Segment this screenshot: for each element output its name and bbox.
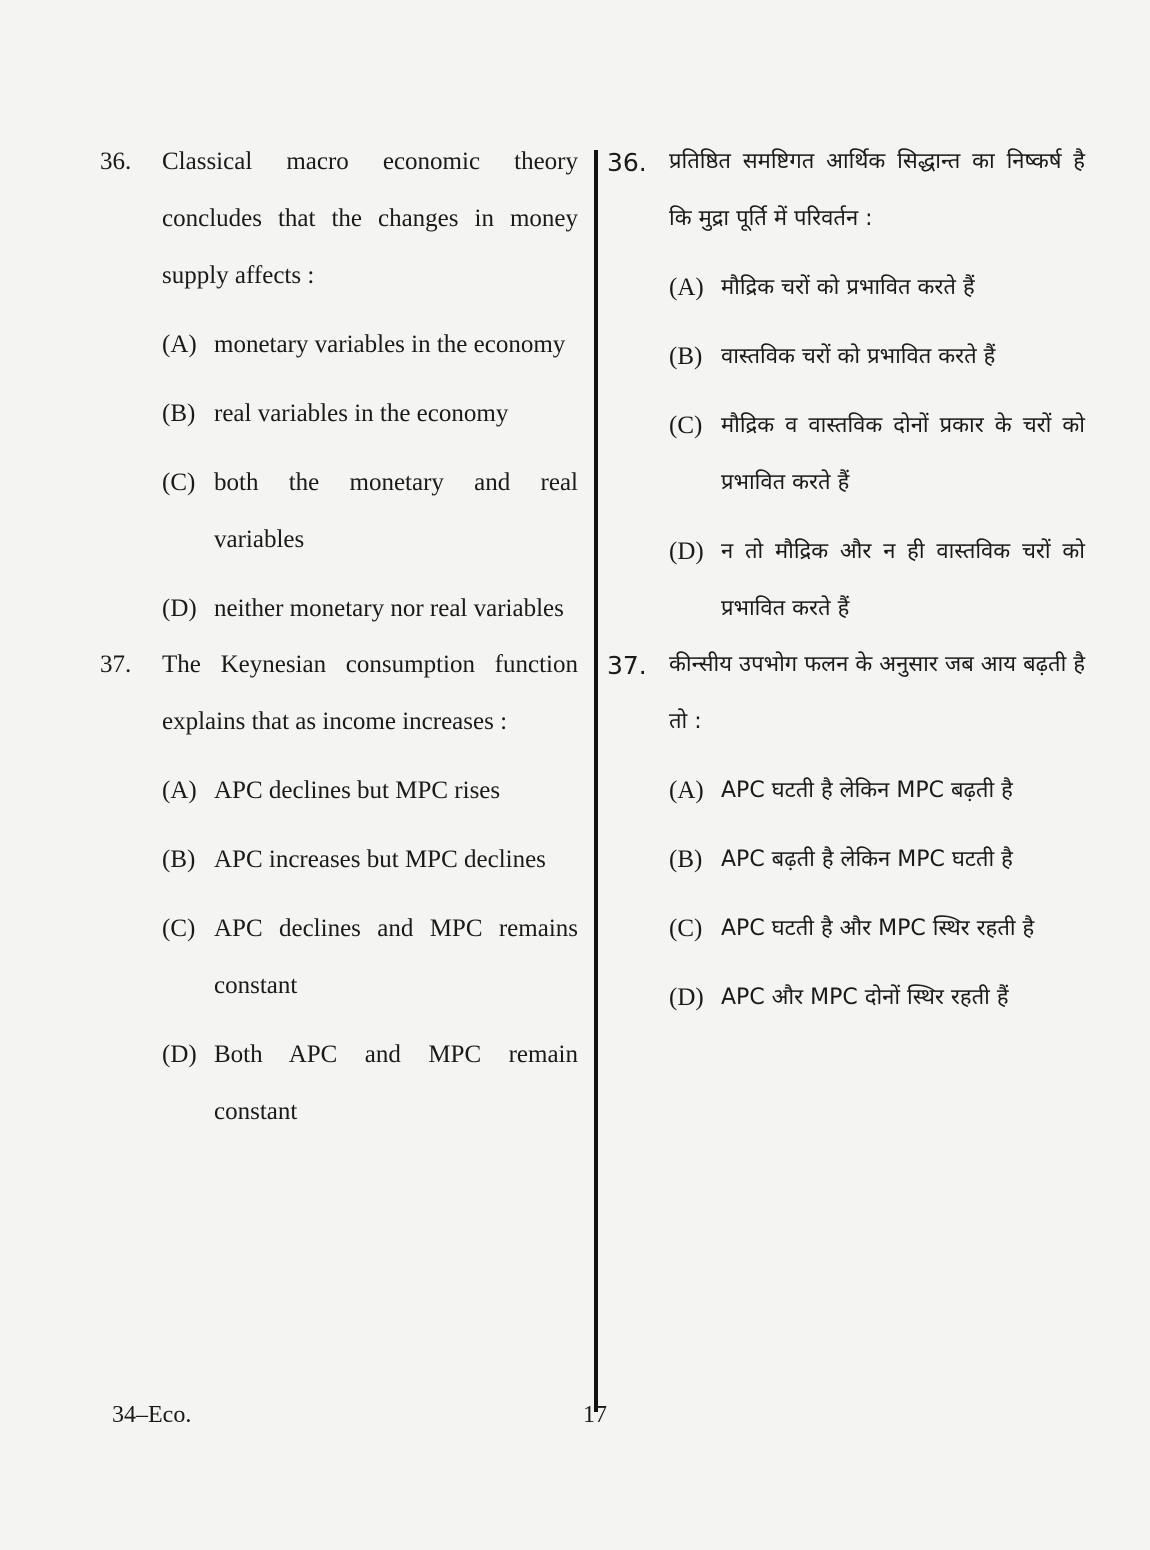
option-label: (C): [669, 412, 703, 439]
option-text: मौद्रिक चरों को प्रभावित करते हैं: [721, 275, 975, 300]
option-a: [669, 259, 1085, 316]
option-d: [162, 1026, 578, 1140]
option-label: (B): [669, 846, 703, 873]
option-c: [162, 900, 578, 1014]
option-text: APC declines but MPC rises: [214, 777, 501, 804]
english-column: [100, 148, 578, 1140]
option-text: APC बढ़ती है लेकिन MPC घटती है: [721, 847, 1013, 872]
option-b: [669, 328, 1085, 385]
option-d: [162, 580, 578, 637]
question-number: 36.: [607, 148, 647, 177]
option-text: APC घटती है लेकिन MPC बढ़ती है: [721, 778, 1013, 803]
option-text: वास्तविक चरों को प्रभावित करते हैं: [721, 344, 996, 369]
option-c: [162, 454, 578, 568]
option-b: [162, 831, 578, 888]
option-label: (D): [162, 1041, 197, 1068]
option-label: (D): [162, 595, 197, 622]
question-text: कीन्सीय उपभोग फलन के अनुसार जब आय बढ़ती है तो :: [669, 652, 1085, 734]
option-text: APC increases but MPC declines: [214, 846, 546, 873]
option-label: (B): [669, 343, 703, 370]
option-label: (D): [669, 538, 704, 565]
question-36-hi: [607, 148, 1085, 247]
column-divider: [594, 150, 598, 1412]
option-label: (C): [162, 469, 196, 496]
paper-code: 34–Eco.: [112, 1402, 192, 1428]
option-c: [669, 900, 1085, 957]
option-text: monetary variables in the economy: [214, 331, 566, 358]
option-text: neither monetary nor real variables: [214, 595, 564, 622]
option-a: [162, 316, 578, 373]
option-a: [669, 762, 1085, 819]
option-d: [669, 523, 1085, 637]
option-text: मौद्रिक व वास्तविक दोनों प्रकार के चरों को प्रभावित करते हैं: [721, 413, 1085, 495]
option-label: (A): [669, 777, 704, 804]
option-label: (D): [669, 984, 704, 1011]
question-36-en: [100, 148, 578, 304]
question-number: 37.: [100, 651, 132, 678]
option-text: APC घटती है और MPC स्थिर रहती है: [721, 916, 1035, 941]
question-number: 36.: [100, 148, 132, 175]
option-label: (C): [162, 915, 196, 942]
question-text: The Keynesian consumption function explains that as income increases :: [162, 651, 578, 735]
page-number: 17: [583, 1402, 607, 1428]
hindi-column: [607, 148, 1085, 1026]
option-label: (B): [162, 846, 196, 873]
option-b: [669, 831, 1085, 888]
question-37-en: [100, 651, 578, 750]
option-label: (A): [162, 331, 197, 358]
option-c: [669, 397, 1085, 511]
option-text: APC और MPC दोनों स्थिर रहती हैं: [721, 985, 1009, 1010]
question-37-hi: [607, 651, 1085, 750]
question-text: Classical macro economic theory concludes that the changes in money supply affects :: [162, 148, 578, 289]
option-text: Both APC and MPC remain constant: [214, 1041, 578, 1125]
option-a: [162, 762, 578, 819]
option-text: real variables in the economy: [214, 400, 509, 427]
option-d: [669, 969, 1085, 1026]
option-text: both the monetary and real variables: [214, 469, 578, 553]
option-label: (A): [669, 274, 704, 301]
question-text: प्रतिष्ठित समष्टिगत आर्थिक सिद्धान्त का निष्कर्ष है कि मुद्रा पूर्ति में परिवर्तन :: [669, 149, 1085, 231]
option-label: (B): [162, 400, 196, 427]
question-number: 37.: [607, 651, 647, 680]
option-text: न तो मौद्रिक और न ही वास्तविक चरों को प्रभावित करते हैं: [721, 539, 1085, 621]
option-label: (C): [669, 915, 703, 942]
option-text: APC declines and MPC remains constant: [214, 915, 578, 999]
option-b: [162, 385, 578, 442]
option-label: (A): [162, 777, 197, 804]
